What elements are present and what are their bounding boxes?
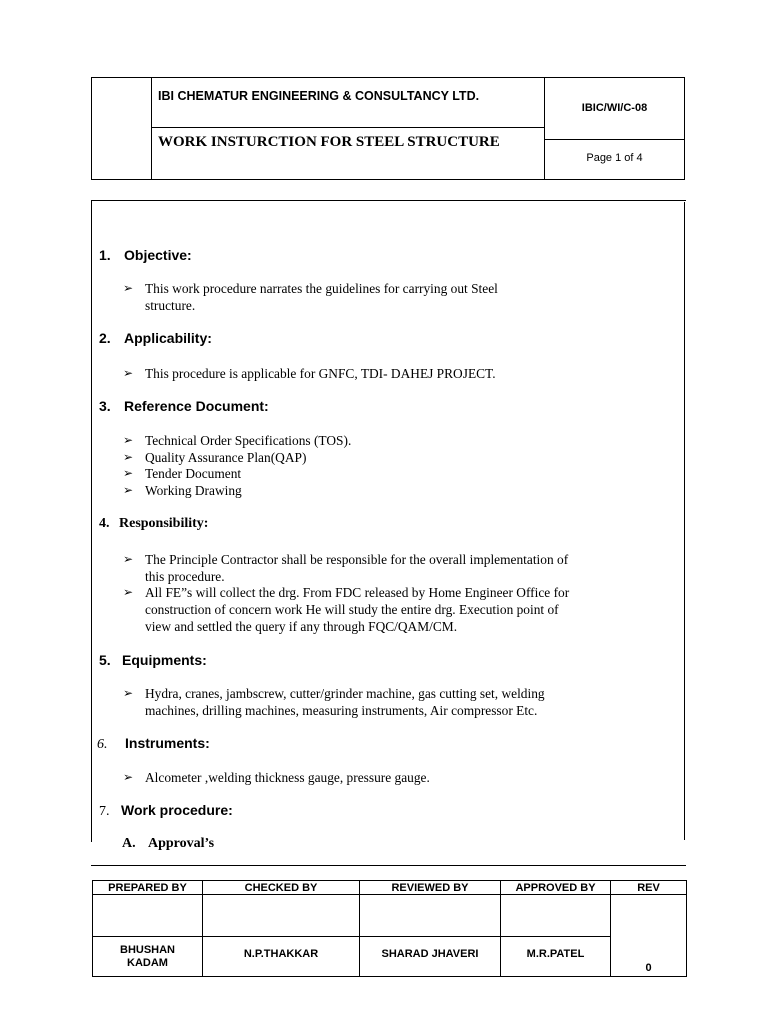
doc-code-cell bbox=[545, 78, 684, 140]
rev-signature bbox=[611, 895, 687, 937]
checked-by-signature bbox=[203, 895, 360, 937]
section-number: 7. bbox=[99, 804, 110, 819]
section-title: Responsibility: bbox=[119, 516, 209, 531]
subsection-title: Approval’s bbox=[148, 836, 215, 851]
subsection-approvals-heading bbox=[122, 836, 214, 852]
arrow-bullet-icon: ➢ bbox=[123, 552, 134, 566]
rev-value: 0 bbox=[611, 937, 687, 977]
section-title: Reference Document: bbox=[124, 398, 269, 414]
section-title: Applicability: bbox=[124, 330, 212, 346]
arrow-bullet-icon: ➢ bbox=[123, 770, 134, 784]
approved-by-header: APPROVED BY bbox=[501, 881, 611, 895]
company-name: IBI CHEMATUR ENGINEERING & CONSULTANCY LTD. bbox=[158, 89, 480, 103]
document-header bbox=[91, 77, 685, 180]
prepared-by-header: PREPARED BY bbox=[93, 881, 203, 895]
bullet-text: This procedure is applicable for GNFC, TDI- DAHEJ PROJECT. bbox=[145, 366, 496, 381]
prepared-by-name: BHUSHAN KADAM bbox=[93, 937, 203, 977]
arrow-bullet-icon: ➢ bbox=[123, 466, 134, 480]
arrow-bullet-icon: ➢ bbox=[123, 281, 134, 295]
frame-top-border bbox=[91, 200, 686, 201]
section-title: Equipments: bbox=[122, 652, 207, 668]
section-responsibility-heading bbox=[99, 516, 208, 532]
bullet-text-line: This work procedure narrates the guidelines for carrying out Steel bbox=[145, 281, 498, 296]
reviewed-by-header: REVIEWED BY bbox=[360, 881, 501, 895]
bullet-text: Alcometer ,welding thickness gauge, pressure gauge. bbox=[145, 770, 430, 785]
bullet-text-line: machines, drilling machines, measuring instruments, Air compressor Etc. bbox=[145, 703, 538, 718]
approved-by-signature bbox=[501, 895, 611, 937]
section-number: 6. bbox=[97, 737, 108, 752]
bullet-text-line: Hydra, cranes, jambscrew, cutter/grinder machine, gas cutting set, welding bbox=[145, 686, 545, 701]
section-objective-heading bbox=[99, 247, 192, 263]
bullet-text-line: structure. bbox=[145, 298, 196, 313]
bullet-text-line: construction of concern work He will study the entire drg. Execution point of bbox=[145, 602, 559, 617]
title-cell bbox=[152, 128, 545, 179]
bullet-text: Quality Assurance Plan(QAP) bbox=[145, 450, 307, 465]
bullet-text-line: this procedure. bbox=[145, 569, 225, 584]
section-reference-heading bbox=[99, 398, 269, 414]
document-title: WORK INSTURCTION FOR STEEL STRUCTURE bbox=[158, 134, 500, 150]
prepared-by-signature bbox=[93, 895, 203, 937]
bullet-text-line: view and settled the query if any through FQC/QAM/CM. bbox=[145, 619, 458, 634]
arrow-bullet-icon: ➢ bbox=[123, 366, 134, 380]
arrow-bullet-icon: ➢ bbox=[123, 686, 134, 700]
document-code: IBIC/WI/C-08 bbox=[581, 102, 648, 114]
checked-by-name: N.P.THAKKAR bbox=[203, 937, 360, 977]
page-number-cell bbox=[545, 140, 684, 179]
section-equipments-heading bbox=[99, 652, 207, 668]
approved-by-name: M.R.PATEL bbox=[501, 937, 611, 977]
subsection-number: A. bbox=[122, 836, 136, 851]
signature-table bbox=[92, 880, 687, 977]
section-title: Objective: bbox=[124, 247, 192, 263]
arrow-bullet-icon: ➢ bbox=[123, 450, 134, 464]
arrow-bullet-icon: ➢ bbox=[123, 585, 134, 599]
reviewed-by-name: SHARAD JHAVERI bbox=[360, 937, 501, 977]
frame-right-border bbox=[684, 202, 685, 840]
section-number: 3. bbox=[99, 398, 111, 414]
reviewed-by-signature bbox=[360, 895, 501, 937]
bullet-text: Technical Order Specifications (TOS). bbox=[145, 433, 352, 448]
checked-by-header: CHECKED BY bbox=[203, 881, 360, 895]
bullet-text: Working Drawing bbox=[145, 483, 242, 498]
bullet-text: Tender Document bbox=[145, 466, 242, 481]
section-number: 2. bbox=[99, 330, 111, 346]
section-instruments-heading bbox=[97, 735, 210, 753]
frame-left-border bbox=[91, 200, 92, 842]
arrow-bullet-icon: ➢ bbox=[123, 433, 134, 447]
section-number: 1. bbox=[99, 247, 111, 263]
section-applicability-heading bbox=[99, 330, 212, 346]
page-number: Page 1 of 4 bbox=[586, 152, 643, 164]
rev-header: REV bbox=[611, 881, 687, 895]
signature-row bbox=[93, 895, 687, 937]
arrow-bullet-icon: ➢ bbox=[123, 483, 134, 497]
section-number: 5. bbox=[99, 652, 111, 668]
logo-cell bbox=[92, 78, 152, 179]
section-title: Work procedure: bbox=[121, 802, 233, 818]
table-header-row bbox=[93, 881, 687, 895]
bullet-text-line: All FE”s will collect the drg. From FDC released by Home Engineer Office for bbox=[145, 585, 570, 600]
section-number: 4. bbox=[99, 516, 110, 531]
bullet-text-line: The Principle Contractor shall be responsible for the overall implementation of bbox=[145, 552, 569, 567]
frame-bottom-border bbox=[91, 865, 686, 866]
section-work-procedure-heading bbox=[99, 802, 233, 820]
section-title: Instruments: bbox=[125, 735, 210, 751]
names-row bbox=[93, 937, 687, 977]
company-cell bbox=[152, 78, 545, 128]
